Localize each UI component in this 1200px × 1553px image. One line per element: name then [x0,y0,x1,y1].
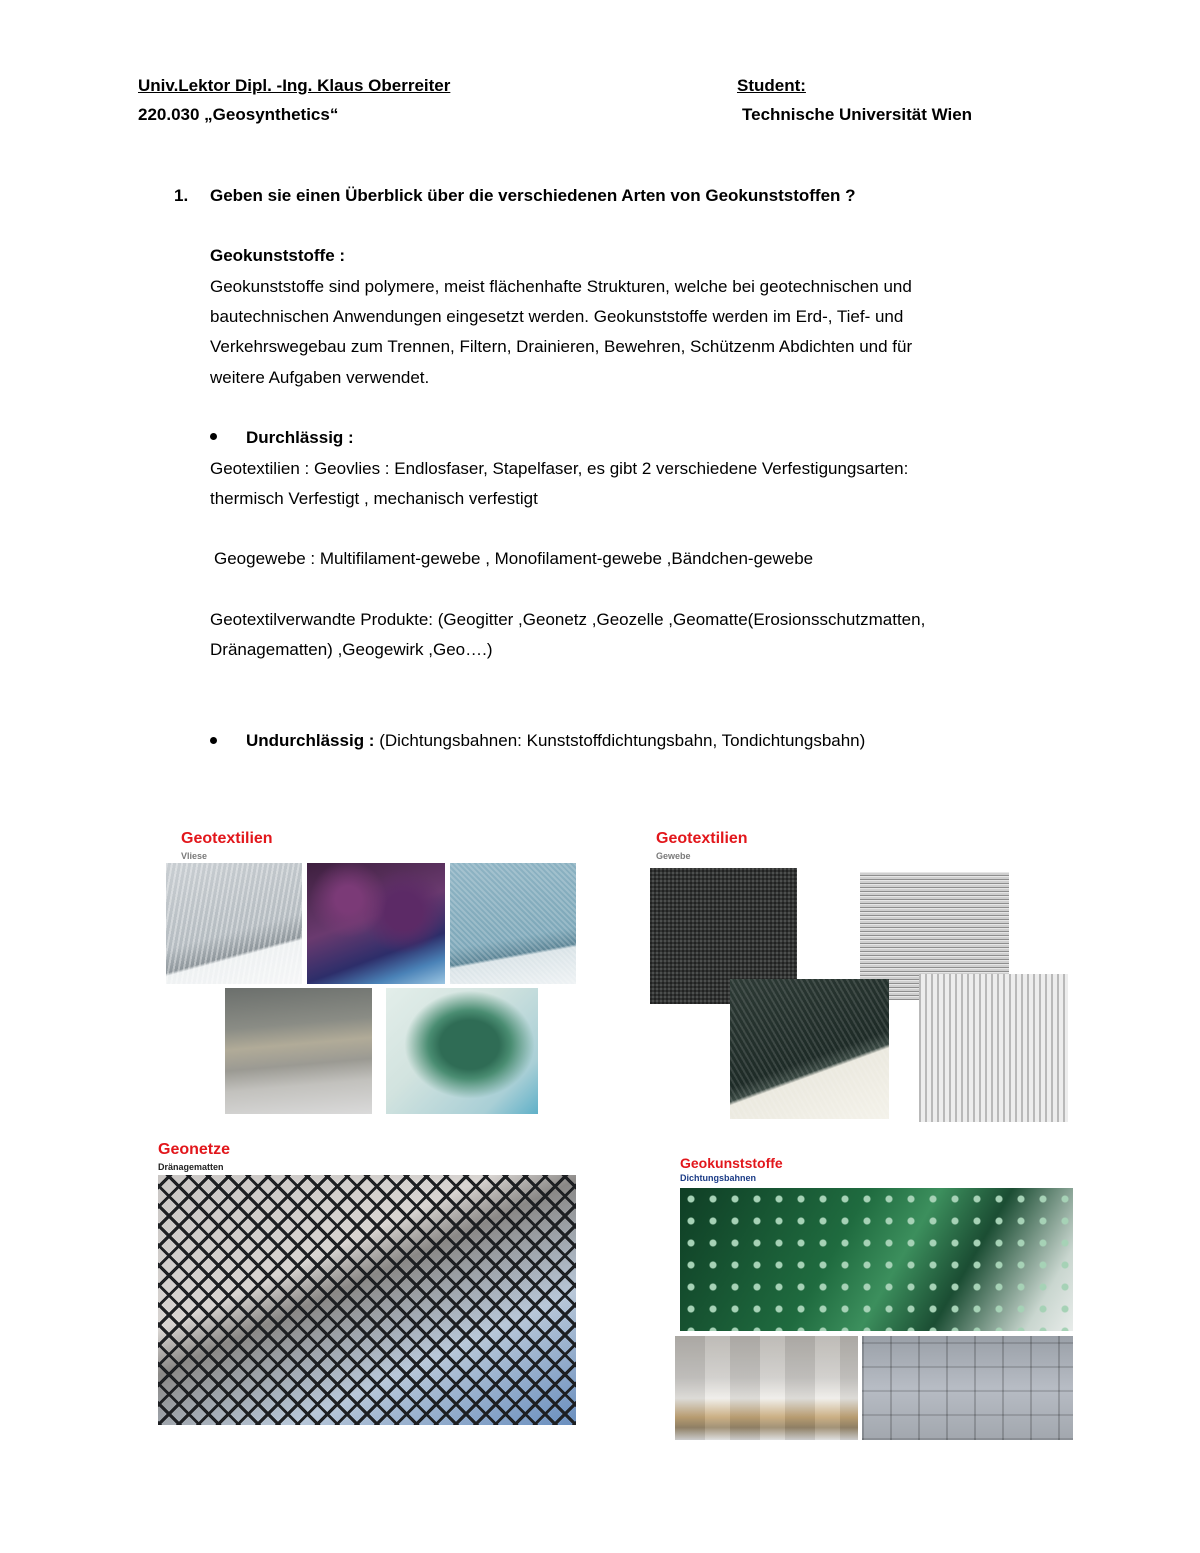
lecturer-name: Univ.Lektor Dipl. -Ing. Klaus Oberreiter [138,76,451,95]
sealing-membrane-photo [675,1336,858,1440]
student-label: Student: [737,76,806,95]
geogewebe-line: Geogewebe : Multifilament-gewebe , Monofilament-gewebe ,Bändchen-gewebe [214,549,814,568]
durchlaessig-label: Durchlässig : [246,428,354,447]
section-heading-geokunststoffe: Geokunststoffe : [210,246,346,265]
university-name: Technische Universität Wien [742,105,973,124]
sealing-membrane-photo [680,1188,1073,1331]
undurchlaessig-text: (Dichtungsbahnen: Kunststoffdichtungsbahn, Tondichtungsbahn) [374,731,866,750]
geotextilien-line: Geotextilien : Geovlies : Endlosfaser, Stapelfaser, es gibt 2 verschiedene Verfestigungsarten: [210,459,909,478]
question-number: 1. [174,186,189,205]
figure-subtitle-gewebe: Gewebe [656,851,691,861]
woven-fabric-photo [730,979,889,1119]
bullet-point [210,433,217,440]
figure-subtitle-geonetze: Dränagematten [158,1162,224,1172]
verwandte-produkte-line: Geotextilverwandte Produkte: (Geogitter ,Geonetz ,Geozelle ,Geomatte(Erosionsschutzmatten, [210,610,926,629]
fleece-photo [166,863,302,984]
fleece-photo [386,988,538,1114]
paragraph-line: weitere Aufgaben verwendet. [210,368,430,387]
figure-title-dichtungsbahnen: Geokunststoffe [680,1155,783,1171]
question-text: Geben sie einen Überblick über die verschiedenen Arten von Geokunststoffen ? [210,186,856,205]
paragraph-line: Verkehrswegebau zum Trennen, Filtern, Drainieren, Bewehren, Schützenm Abdichten und für [210,337,913,356]
bullet-point [210,737,217,744]
woven-fabric-photo [919,974,1068,1122]
course-title: 220.030 „Geosynthetics“ [138,105,339,124]
figure-subtitle-dichtungsbahnen: Dichtungsbahnen [680,1173,756,1183]
paragraph-line: Geokunststoffe sind polymere, meist flächenhafte Strukturen, welche bei geotechnischen und [210,277,912,296]
sealing-membrane-photo [862,1336,1073,1440]
figure-subtitle-vliese: Vliese [181,851,208,861]
figure-title-geonetze: Geonetze [158,1141,231,1158]
geonet-photo [158,1175,576,1425]
geotextilien-line: thermisch Verfestigt , mechanisch verfestigt [210,489,538,508]
fleece-photo [225,988,372,1114]
undurchlaessig-label: Undurchlässig : [246,731,375,750]
figure-title-gewebe: Geotextilien [656,830,748,847]
verwandte-produkte-line: Dränagematten) ,Geogewirk ,Geo….) [210,640,493,659]
fleece-photo [307,863,445,984]
figure-title-vliese: Geotextilien [181,830,273,847]
fleece-photo [450,863,576,984]
paragraph-line: bautechnischen Anwendungen eingesetzt werden. Geokunststoffe werden im Erd-, Tief- und [210,307,904,326]
undurchlaessig-line [246,731,865,751]
